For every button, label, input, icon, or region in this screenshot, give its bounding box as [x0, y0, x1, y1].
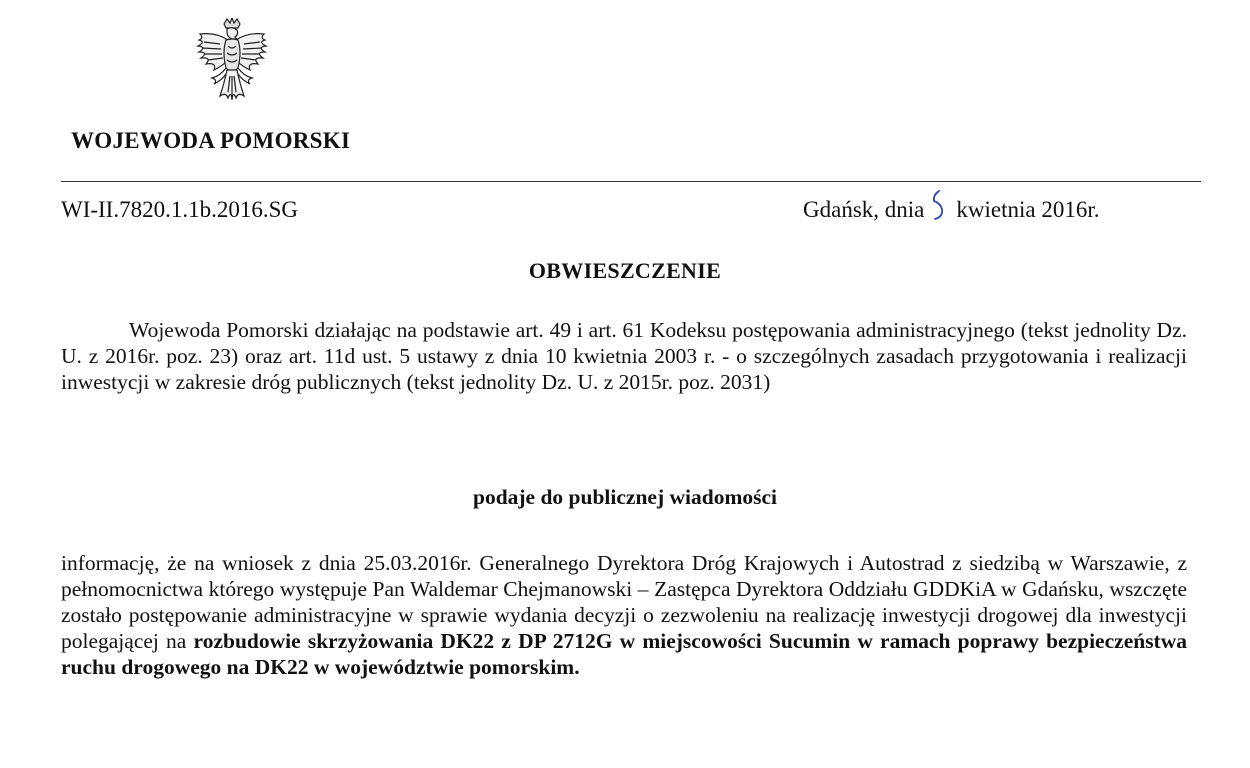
body-text: informację, że na wniosek z dnia 25.03.2016r. Generalnego Dyrektora Dróg Krajowych i Autostrad z siedzibą w Warszawie, z pełnomocnictwa którego występuje Pan Waldemar Chejmanowski – Zastępca Dyrektora Oddziału GDDKiA w Gdańsku, wszczęte zostało postępowanie administracyjne w sprawie wydania decyzji o zezwoleniu na realizację inwestycji drogowej dla inwestycji polegającej na [61, 551, 1187, 653]
header-divider [61, 181, 1201, 182]
date-suffix: kwietnia 2016r. [956, 197, 1100, 222]
case-reference: WI-II.7820.1.1b.2016.SG [61, 197, 298, 222]
investment-description: rozbudowie skrzyżowania DK22 z DP 2712G w miejscowości Sucumin w ramach poprawy bezpieczeństwa ruchu drogowego na DK22 w województwie pomorskim. [61, 629, 1187, 679]
notice-body-paragraph [61, 550, 1187, 680]
notice-title: OBWIESZCZENIE [528, 258, 722, 283]
handwritten-day-5 [930, 197, 952, 223]
polish-eagle-emblem-icon [190, 18, 274, 112]
date-prefix: Gdańsk, dnia [803, 197, 925, 222]
announcement-line: podaje do publicznej wiadomości [472, 485, 777, 509]
issue-date [803, 197, 1099, 223]
issuing-authority: WOJEWODA POMORSKI [71, 128, 351, 153]
legal-basis-paragraph: Wojewoda Pomorski działając na podstawie art. 49 i art. 61 Kodeksu postępowania administracyjnego (tekst jednolity Dz. U. z 2016r. poz. 23) oraz art. 11d ust. 5 ustawy z dnia 10 kwietnia 2003 r. - o szczególnych zasadach przygotowania i realizacji inwestycji w zakresie dróg publicznych (tekst jednolity Dz. U. z 2015r. poz. 2031) [61, 318, 1187, 394]
